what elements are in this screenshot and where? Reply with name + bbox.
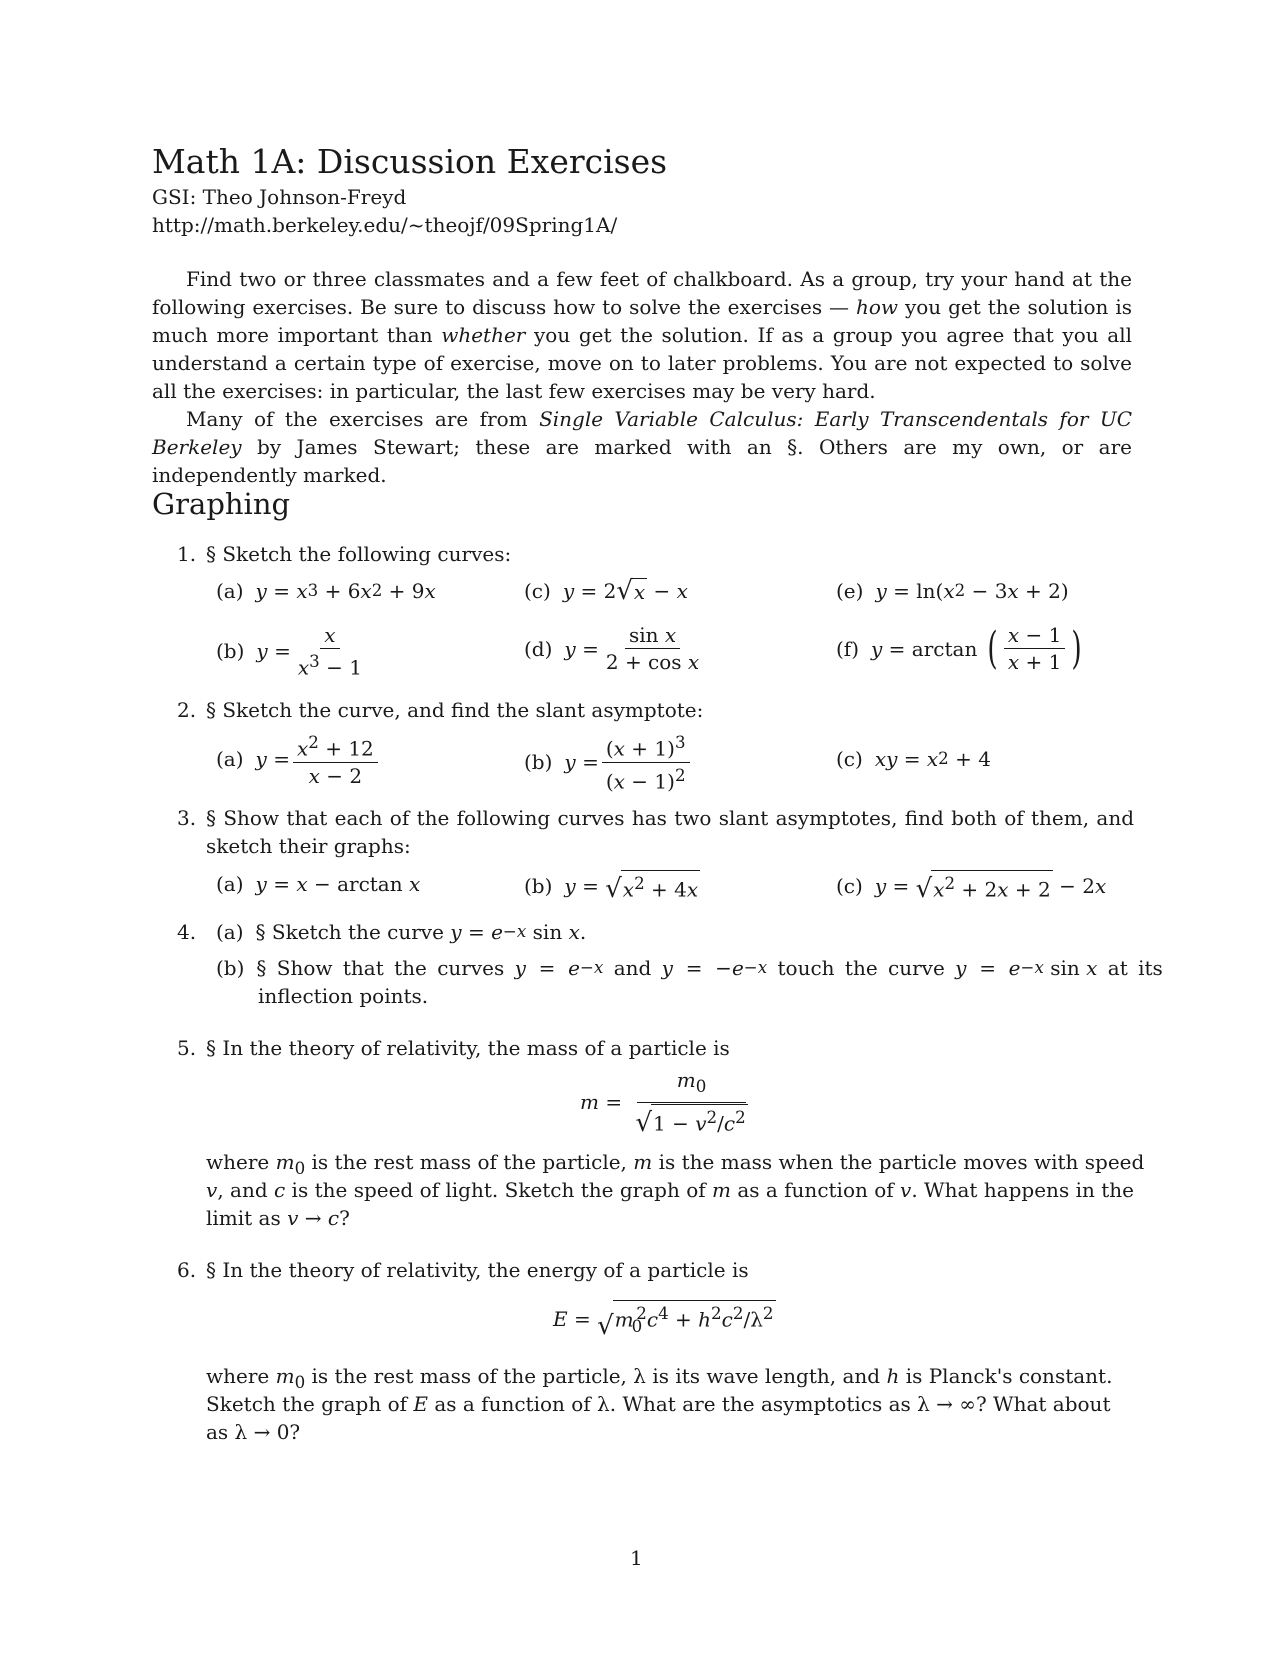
exercise-prompt: § Sketch the following curves: <box>206 542 512 566</box>
exercise-prompt: § Sketch the curve, and find the slant asymptote: <box>206 698 704 722</box>
exercise-number: 6. <box>177 1258 197 1282</box>
part-label: (f) <box>836 636 860 661</box>
followup-text: , and <box>217 1178 274 1202</box>
followup-text: . What are the asymptotics as <box>609 1392 918 1416</box>
page-title: Math 1A: Discussion Exercises <box>152 142 668 181</box>
followup-text: is the speed of light. Sketch the graph of <box>285 1178 712 1202</box>
followup-text: as a function of <box>730 1178 901 1202</box>
part-label: (c) <box>524 579 551 603</box>
followup-text: is the mass when the particle moves with speed <box>652 1150 1145 1174</box>
exercise-prompt: § Show that each of the following curves has two slant asymptotes, find both of them, and sketch their graphs: <box>206 806 1134 858</box>
exercise-part <box>216 954 1163 982</box>
part-text: § Sketch the curve <box>255 920 451 944</box>
exercise-followup: where $m_0$ is the rest mass of the particle, m is the mass when the particle moves with speed <box>206 1150 1145 1178</box>
part-label: (b) <box>524 750 553 775</box>
part-label: (a) <box>216 920 244 944</box>
formula: y = − e −x <box>661 956 768 980</box>
followup-text: is the rest mass of the particle, <box>305 1364 634 1388</box>
part-text: and <box>603 956 662 980</box>
exercise-part <box>836 577 1069 605</box>
followup-text: is the rest mass of the particle, <box>305 1150 634 1174</box>
exercise-number: 1. <box>177 542 197 566</box>
followup-text: Sketch the graph of <box>206 1392 414 1416</box>
followup-text: ? What about <box>975 1392 1111 1416</box>
energy-formula: E = √ $m_0^2c^4 + h^2c^2/\lambda^2$ <box>553 1300 776 1339</box>
page-number: 1 <box>630 1546 643 1570</box>
followup-text: is its wave length, and <box>645 1364 887 1388</box>
exercise-part <box>216 918 586 946</box>
intro-text: Many of the exercises are from <box>186 407 540 431</box>
formula: y = $\frac{x^2 + 12}{x - 2}$ <box>256 731 381 788</box>
part-text: inflection points. <box>258 984 429 1008</box>
formula: y = x − arctan x <box>255 872 421 896</box>
part-label: (a) <box>216 872 244 896</box>
intro-text: you get the solution. If as a group you agree that you all understand a certain type of exercise, move on to later problems. You are not expected to solve all the exercises: in particular, the last few exercises may be very hard. <box>152 323 1132 403</box>
exercise-number: 2. <box>177 698 197 722</box>
formula: y = e −x sin x . <box>450 920 587 944</box>
formula: y = √ $x^2 + 4x$ <box>564 870 700 902</box>
part-label: (c) <box>836 747 863 771</box>
exercise-followup: v, and c is the speed of light. Sketch the graph of m as a function of v. What happens in the <box>206 1178 1134 1202</box>
book-title: Single Variable Calculus: Early Transcendentals for UC Berkeley <box>152 407 1132 459</box>
exercise-followup: as λ → 0? <box>206 1420 301 1444</box>
part-label: (c) <box>836 873 863 898</box>
intro-text: by James Stewart; these are marked with an §. Others are my own, or are independently marked. <box>152 435 1132 487</box>
gsi-line: GSI: Theo Johnson-Freyd <box>152 185 407 209</box>
followup-text: as <box>206 1420 235 1444</box>
exercise-part <box>216 577 436 605</box>
exercise-number: 4. <box>177 920 197 944</box>
exercise-prompt: § In the theory of relativity, the energy of a particle is <box>206 1258 749 1282</box>
exercise-part <box>524 577 688 605</box>
formula: y = $\frac{x}{x^3 - 1}$ <box>256 623 362 680</box>
part-text: at its <box>1097 956 1163 980</box>
exercise-part <box>216 731 381 788</box>
followup-text: where <box>206 1150 276 1174</box>
formula: y = 2 √ x − x <box>562 576 688 606</box>
part-label: (d) <box>524 636 553 661</box>
intro-text: you get the solution is much more important than <box>152 295 1132 347</box>
part-label: (a) <box>216 747 244 772</box>
intro-paragraph-2 <box>152 405 1132 489</box>
formula: y = e −x <box>514 956 604 980</box>
formula: y = √ $x^2 + 2x + 2$ − 2 x <box>875 870 1106 902</box>
exercise-number: 5. <box>177 1036 197 1060</box>
exercise-followup: limit as v → c? <box>206 1206 350 1230</box>
course-url[interactable]: http://math.berkeley.edu/~theojf/09Spring1A/ <box>152 213 618 237</box>
mass-formula: m = $m_0$ √ $1 - v^2/c^2$ <box>580 1068 746 1138</box>
emphasis-how: how <box>855 295 899 319</box>
followup-text: . What happens in the <box>911 1178 1134 1202</box>
part-text: touch the curve <box>767 956 956 980</box>
formula: y = x 3 + 6 x 2 + 9 x <box>255 579 436 603</box>
exercise-part <box>836 745 991 773</box>
followup-text: limit as <box>206 1206 288 1230</box>
exercise-part <box>216 623 369 680</box>
part-label: (a) <box>216 579 244 603</box>
formula: y = e −x sin x <box>955 956 1098 980</box>
followup-text: where <box>206 1364 276 1388</box>
exercise-followup: Sketch the graph of E as a function of λ. What are the asymptotics as λ → ∞? What about <box>206 1392 1111 1416</box>
exercise-number: 3. <box>177 806 197 830</box>
part-label: (b) <box>524 873 553 898</box>
part-label: (b) <box>216 639 245 664</box>
exercise-part <box>836 870 1106 902</box>
exercise-part <box>836 623 1086 674</box>
part-text: § Show that the curves <box>256 956 515 980</box>
exercise-followup: where $m_0$ is the rest mass of the particle, λ is its wave length, and h is Planck's constant. <box>206 1364 1113 1392</box>
formula: xy = x 2 + 4 <box>874 747 991 771</box>
exercise-part <box>524 870 700 902</box>
formula: y = ln( x 2 − 3 x + 2) <box>875 579 1069 603</box>
exercise-part <box>524 731 693 793</box>
exercise-prompt: § In the theory of relativity, the mass of a particle is <box>206 1036 730 1060</box>
formula: y = arctan ( $\frac{x - 1}{x + 1}$ ) <box>871 622 1083 674</box>
followup-text: is Planck's constant. <box>899 1364 1113 1388</box>
part-label: (b) <box>216 956 245 980</box>
followup-text: as a function of <box>427 1392 598 1416</box>
exercise-part <box>216 870 420 898</box>
emphasis-whether: whether <box>441 323 526 347</box>
intro-text: Find two or three classmates and a few feet of chalkboard. As a group, try your hand at the following exercises. Be sure to discuss how to solve the exercises — <box>152 267 1132 319</box>
formula: y = $\frac{\text{sin x}}{\text{2 + cos x}}$ <box>564 623 700 674</box>
intro-paragraph-1 <box>152 265 1132 405</box>
exercise-part <box>524 623 706 674</box>
section-heading: Graphing <box>152 487 291 521</box>
part-label: (e) <box>836 579 864 603</box>
formula: y = $\frac{(x + 1)^3}{(x - 1)^2}$ <box>564 731 692 793</box>
